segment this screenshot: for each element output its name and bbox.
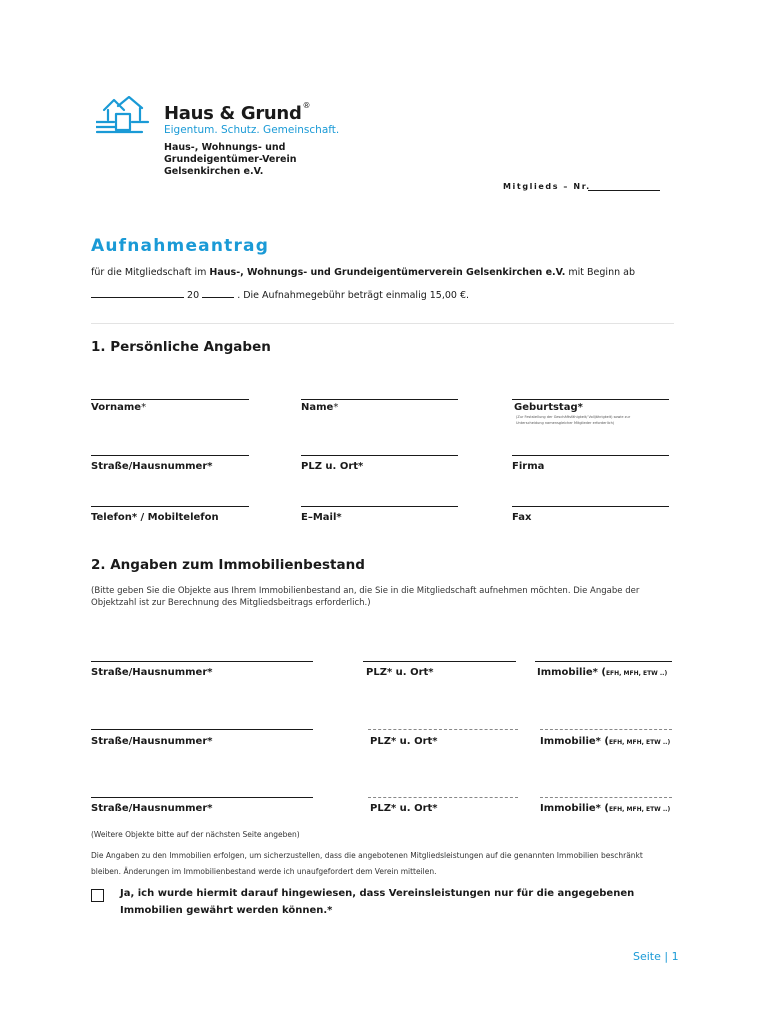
more-objects-note: (Weitere Objekte bitte auf der nächsten Seite angeben)	[91, 830, 300, 839]
property-1-plz-field[interactable]	[363, 661, 516, 662]
member-number-label: Mitglieds – Nr.	[503, 182, 591, 191]
property-3-plz-label: PLZ* u. Ort*	[370, 803, 438, 814]
property-2-plz-field[interactable]	[368, 729, 518, 730]
property-1-strasse-label: Straße/Hausnummer*	[91, 667, 213, 678]
section-personal-title: 1. Persönliche Angaben	[91, 339, 271, 355]
telefon-label: Telefon* / Mobiltelefon	[91, 512, 219, 523]
telefon-field[interactable]	[91, 506, 249, 507]
page-title: Aufnahmeantrag	[91, 236, 270, 256]
property-note-line-2: bleiben. Änderungen im Immobilienbestand werde ich unaufgefordert dem Verein mitteilen.	[91, 867, 437, 876]
strasse-field[interactable]	[91, 455, 249, 456]
property-2-plz-label: PLZ* u. Ort*	[370, 736, 438, 747]
email-label: E–Mail*	[301, 512, 342, 523]
firma-label: Firma	[512, 461, 545, 472]
consent-text: Ja, ich wurde hiermit darauf hingewiesen, dass Vereinsleistungen nur für die angegebenen Immobilien gewährt werden können.*	[120, 888, 635, 916]
vorname-field[interactable]	[91, 399, 249, 400]
property-note-line-1: Die Angaben zu den Immobilien erfolgen, um sicherzustellen, dass die angebotenen Mitgliedsleistungen auf die genannten Immobilien beschränkt	[91, 851, 643, 860]
vorname-label: Vorname*	[91, 402, 147, 413]
brand-name: Haus & Grund®	[164, 101, 311, 124]
strasse-label: Straße/Hausnummer*	[91, 461, 213, 472]
intro-text: für die Mitgliedschaft im Haus-, Wohnungs- und Grundeigentümerverein Gelsenkirchen e.V. mit Beginn ab	[91, 267, 635, 278]
start-year-field[interactable]	[202, 288, 234, 298]
property-3-immobilie-label: Immobilie* (EFH, MFH, ETW ..)	[540, 803, 671, 814]
fax-label: Fax	[512, 512, 532, 523]
fax-field[interactable]	[512, 506, 669, 507]
property-2-strasse-field[interactable]	[91, 729, 313, 730]
divider	[91, 323, 674, 324]
member-number-field[interactable]	[588, 190, 660, 191]
geburtstag-field[interactable]	[512, 399, 669, 400]
property-1-immobilie-field[interactable]	[535, 661, 672, 662]
consent-checkbox[interactable]	[91, 889, 104, 902]
property-3-strasse-label: Straße/Hausnummer*	[91, 803, 213, 814]
geburtstag-note: (Zur Feststellung der Geschäftsfähigkeit/ Volljährigkeit) sowie zur Unterscheidung namensgleicher Mitglieder erforderlich)	[516, 415, 631, 425]
name-label: Name*	[301, 402, 339, 413]
organization-name: Haus-, Wohnungs- und Grundeigentümer-Verein Gelsenkirchen e.V.	[164, 142, 297, 177]
geburtstag-label: Geburtstag*	[514, 402, 583, 413]
name-field[interactable]	[301, 399, 458, 400]
property-3-plz-field[interactable]	[368, 797, 518, 798]
email-field[interactable]	[301, 506, 458, 507]
property-3-strasse-field[interactable]	[91, 797, 313, 798]
house-icon	[96, 96, 154, 136]
page-number: Seite | 1	[633, 950, 679, 963]
property-2-strasse-label: Straße/Hausnummer*	[91, 736, 213, 747]
property-2-immobilie-field[interactable]	[540, 729, 672, 730]
property-3-immobilie-field[interactable]	[540, 797, 672, 798]
start-date-field[interactable]	[91, 288, 184, 298]
brand-tagline: Eigentum. Schutz. Gemeinschaft.	[164, 124, 340, 136]
property-1-plz-label: PLZ* u. Ort*	[366, 667, 434, 678]
property-description: (Bitte geben Sie die Objekte aus Ihrem Immobilienbestand an, die Sie in die Mitgliedschaft aufnehmen möchten. Die Angabe der Objektzahl ist zur Berechnung des Mitgliedsbeitrags erforderlich.)	[91, 586, 640, 608]
property-1-strasse-field[interactable]	[91, 661, 313, 662]
start-date-line: 20 . Die Aufnahmegebühr beträgt einmalig 15,00 €.	[91, 288, 469, 301]
property-2-immobilie-label: Immobilie* (EFH, MFH, ETW ..)	[540, 736, 671, 747]
plz-label: PLZ u. Ort*	[301, 461, 364, 472]
firma-field[interactable]	[512, 455, 669, 456]
plz-field[interactable]	[301, 455, 458, 456]
section-property-title: 2. Angaben zum Immobilienbestand	[91, 557, 365, 573]
property-1-immobilie-label: Immobilie* (EFH, MFH, ETW ..)	[537, 667, 668, 678]
